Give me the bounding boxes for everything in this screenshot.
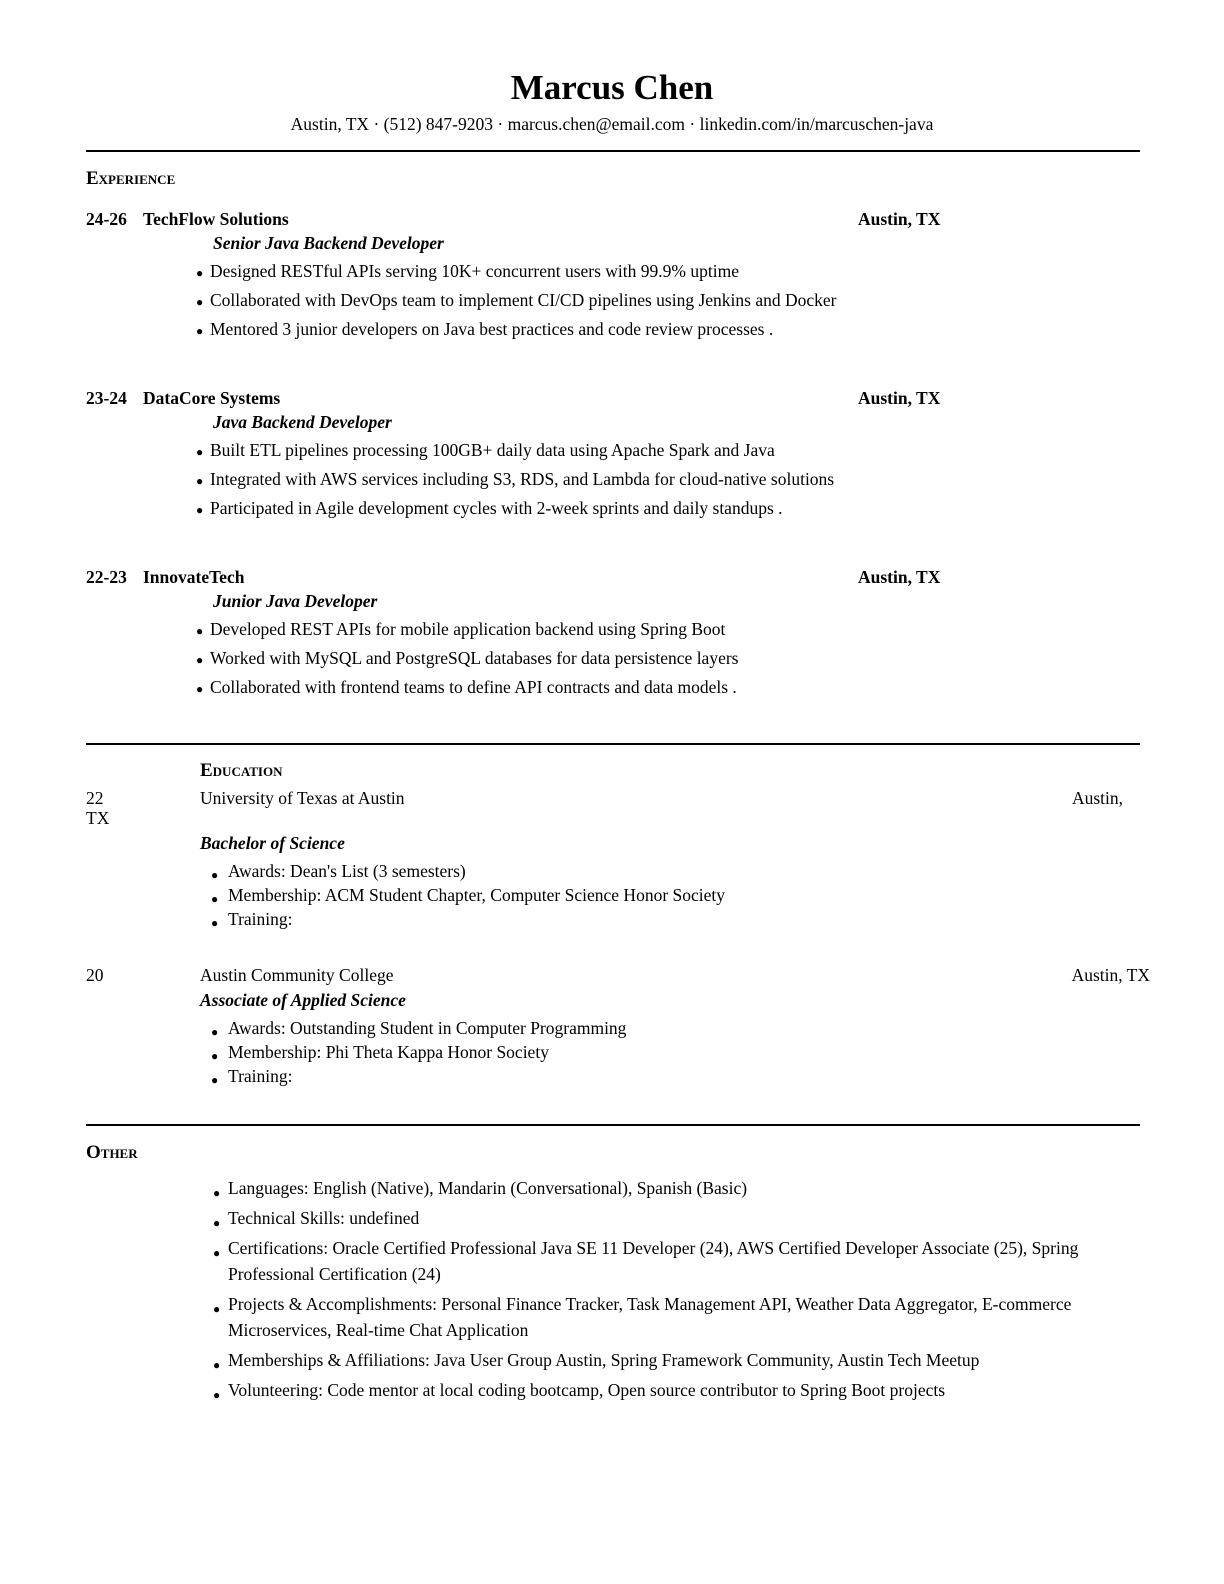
school-institution: Austin Community College [200,965,394,985]
school-bullet-list [86,1016,1140,1088]
job-header [86,568,1140,587]
job-company: DataCore Systems [143,388,281,408]
education-section [0,761,1224,1088]
school-bullet: ● Training: [228,1064,1140,1088]
other-bullet-technical-skills: ● Technical Skills: undefined [228,1205,1140,1231]
school-header [86,788,1140,808]
job-bullet: ● Developed REST APIs for mobile application backend using Spring Boot [210,620,1140,639]
school-bullet: ● Training: [228,907,1140,931]
experience-section [0,169,1224,697]
school-location: Austin, TX [1071,965,1150,985]
job-bullet: ● Designed RESTful APIs serving 10K+ concurrent users with 99.9% uptime [210,262,1140,281]
degree-title: Associate of Applied Science [200,990,406,1010]
school-location-line1: Austin, [1071,788,1123,808]
job-dates: 24-26 [86,209,127,229]
job-bullet-list [86,262,1140,339]
job-role: Senior Java Backend Developer [213,233,444,253]
school-location-line2: TX [86,808,110,828]
education-heading: Education [200,760,283,781]
job-bullet: ● Collaborated with frontend teams to define API contracts and data models . [210,678,1140,697]
school-bullet-list [86,859,1140,931]
school-bullet: ● Awards: Dean's List (3 semesters) [228,859,1140,883]
section-divider [86,743,1140,745]
other-bullet-certifications: ● Certifications: Oracle Certified Professional Java SE 11 Developer (24), AWS Certified Developer Associate (25), Spring Professional Certification (24) [228,1235,1140,1287]
job-bullet: ● Participated in Agile development cycles with 2-week sprints and daily standups . [210,499,1140,518]
other-heading: Other [86,1142,138,1163]
job-bullet: ● Collaborated with DevOps team to implement CI/CD pipelines using Jenkins and Docker [210,291,1140,310]
job-header [86,389,1140,408]
job-bullet: ● Built ETL pipelines processing 100GB+ daily data using Apache Spark and Java [210,441,1140,460]
job-bullet-list [86,620,1140,697]
job-dates: 23-24 [86,388,127,408]
school-entry-ut-austin [86,788,1140,931]
job-company: InnovateTech [143,567,245,587]
job-location: Austin, TX [858,388,941,408]
other-bullet-languages: ● Languages: English (Native), Mandarin (Conversational), Spanish (Basic) [228,1175,1140,1201]
job-bullet-list [86,441,1140,518]
resume-header [0,0,1224,134]
school-header [86,965,1150,985]
other-bullet-volunteering: ● Volunteering: Code mentor at local coding bootcamp, Open source contributor to Spring Boot projects [228,1377,1140,1403]
job-dates: 22-23 [86,567,127,587]
job-entry-techflow [86,210,1140,339]
contact-line: Austin, TX · (512) 847-9203 · marcus.chen@email.com · linkedin.com/in/marcuschen-java [290,114,934,134]
school-bullet: ● Membership: ACM Student Chapter, Computer Science Honor Society [228,883,1140,907]
other-section [0,1143,1224,1403]
job-entry-datacore [86,389,1140,518]
other-bullet-list [86,1175,1140,1403]
degree-title: Bachelor of Science [200,833,345,853]
job-header [86,210,1140,229]
header-divider [86,150,1140,152]
section-divider [86,1124,1140,1126]
school-dates: 20 [86,965,104,985]
job-bullet: ● Integrated with AWS services including S3, RDS, and Lambda for cloud-native solutions [210,470,1140,489]
school-institution: University of Texas at Austin [200,788,405,808]
other-bullet-projects: ● Projects & Accomplishments: Personal Finance Tracker, Task Management API, Weather Data Aggregator, E-commerce Microservices, Real-time Chat Application [228,1291,1140,1343]
job-role: Java Backend Developer [213,412,392,432]
job-location: Austin, TX [858,567,941,587]
school-bullet: ● Membership: Phi Theta Kappa Honor Society [228,1040,1140,1064]
job-bullet: ● Worked with MySQL and PostgreSQL databases for data persistence layers [210,649,1140,668]
school-entry-austin-cc [86,965,1150,1088]
experience-heading: Experience [86,168,176,189]
job-location: Austin, TX [858,209,941,229]
job-company: TechFlow Solutions [143,209,289,229]
school-dates: 22 [86,788,104,808]
other-bullet-memberships: ● Memberships & Affiliations: Java User Group Austin, Spring Framework Community, Austin Tech Meetup [228,1347,1140,1373]
job-entry-innovatetech [86,568,1140,697]
school-bullet: ● Awards: Outstanding Student in Computer Programming [228,1016,1140,1040]
job-bullet: ● Mentored 3 junior developers on Java best practices and code review processes . [210,320,1140,339]
person-name: Marcus Chen [510,68,714,107]
job-role: Junior Java Developer [213,591,378,611]
